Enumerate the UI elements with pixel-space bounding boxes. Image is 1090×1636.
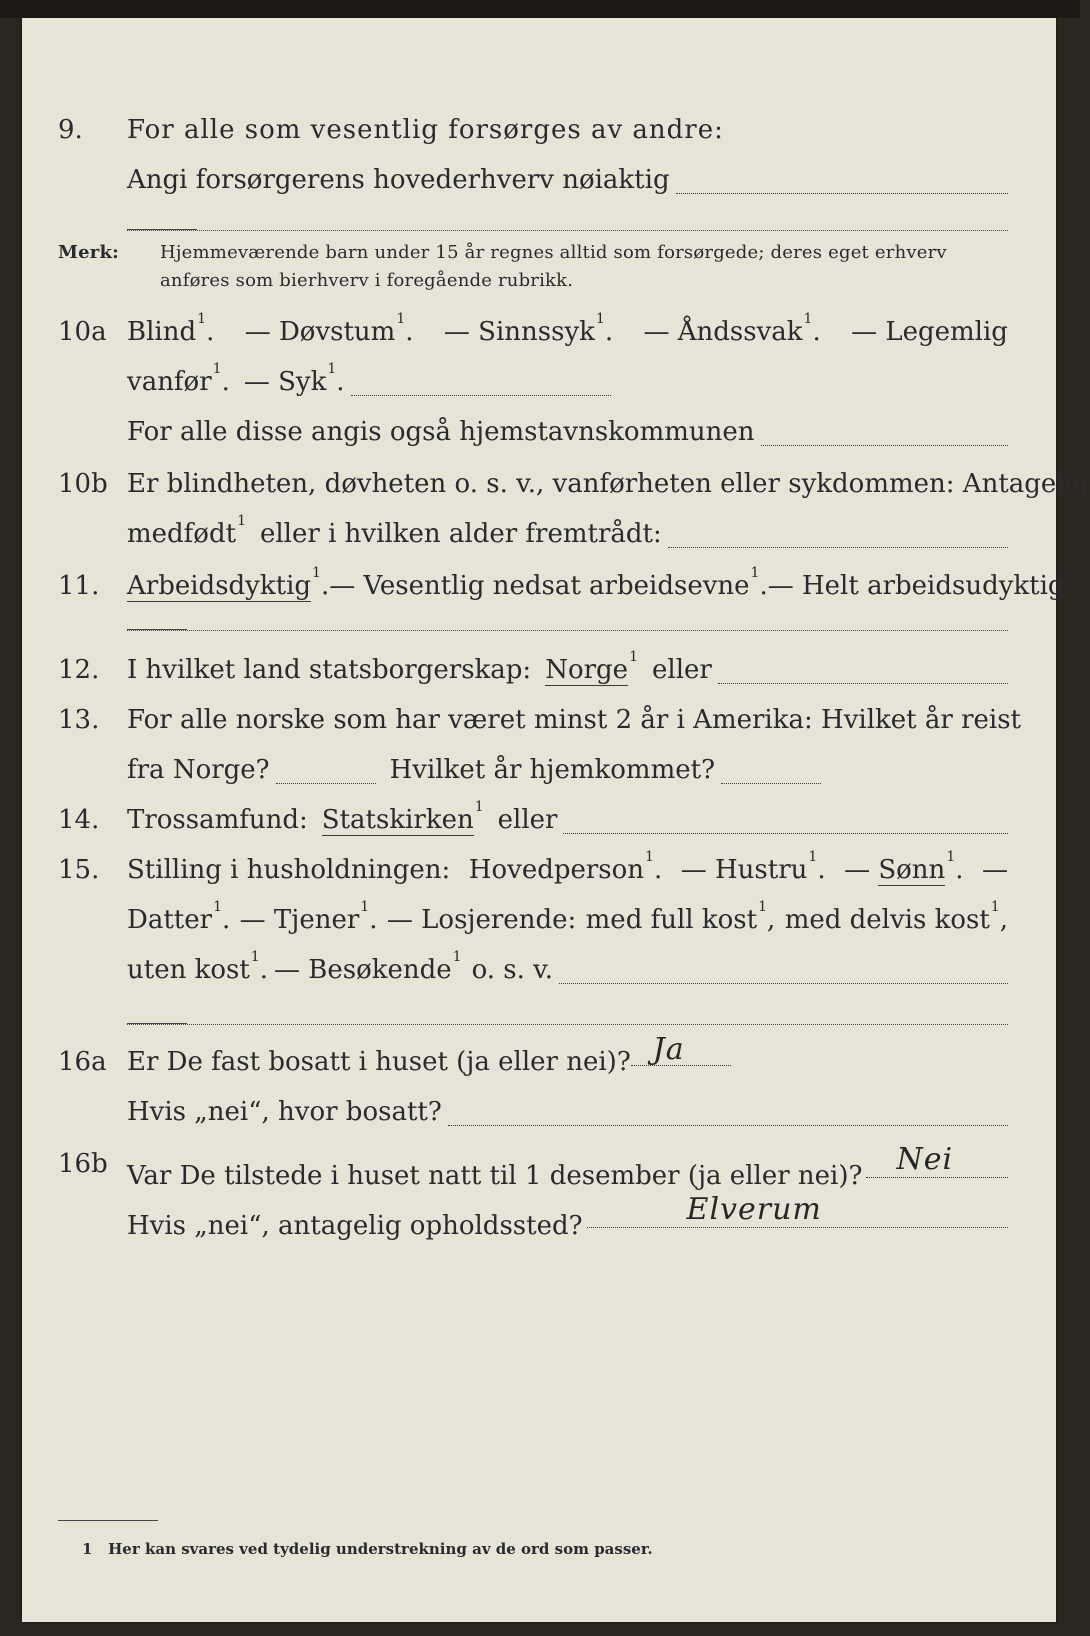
q16a-line2 (22, 1092, 1056, 1132)
option-blind: Blind$^1$. (127, 311, 215, 347)
option-legemlig: — Legemlig (851, 317, 1008, 347)
q10b-age-label: eller i hvilken alder fremtrådt: (259, 519, 662, 549)
q13-return-label: Hvilket år hjemkommet? (389, 755, 716, 785)
q9-line2 (22, 160, 1056, 200)
footnote-ref: 1 (946, 849, 956, 865)
option-vanfor: vanfør$^1$. (127, 361, 230, 397)
q15-extra-line[interactable] (127, 1024, 1008, 1025)
q10b-age-field[interactable] (668, 547, 1008, 548)
footnote-rule (58, 1520, 158, 1521)
option-hustru[interactable]: — Hustru$^1$. (680, 849, 826, 885)
q10a-line1 (22, 312, 1056, 352)
q9-provider-label: Angi forsørgerens hovederhverv nøiaktig (127, 165, 670, 195)
footnote-ref: 1 (197, 311, 207, 327)
q16b-handwritten-place: Elverum (686, 1192, 822, 1227)
footnote-mark: 1 (82, 1540, 93, 1558)
q16b-where-label: Hvis „nei“, antagelig opholdssted? (127, 1211, 583, 1241)
option-losjerende: — Losjerende: (386, 905, 577, 935)
q13-line2 (22, 750, 1056, 790)
q13-number: 13. (58, 705, 100, 735)
q10b-number: 10b (58, 469, 108, 499)
merk-note (22, 240, 1056, 300)
q15-line2 (22, 900, 1056, 940)
option-delvis-kost[interactable]: med delvis kost$^1$, (784, 899, 1008, 935)
q13-return-field[interactable] (721, 783, 821, 784)
footnote-ref: 1 (360, 899, 370, 915)
option-arbeidsdyktig[interactable]: Arbeidsdyktig$^1$. (127, 565, 330, 601)
footnote-ref: 1 (213, 899, 222, 915)
q16a-number: 16a (58, 1047, 107, 1077)
footnote-text: Her kan svares ved tydelig understrekning av de ord som passer. (108, 1540, 653, 1558)
q15-etc: o. s. v. (471, 955, 554, 985)
q15-label: Stilling i husholdningen: (127, 855, 451, 885)
scan-border (0, 0, 1080, 18)
q9-line1 (22, 110, 1056, 150)
q10a-home-field[interactable] (761, 445, 1008, 446)
q10b-text: Er blindheten, døvheten o. s. v., vanførheten eller sykdommen: Antagelig (127, 469, 1090, 499)
footnote-ref: 1 (808, 849, 818, 865)
q16b-number: 16b (58, 1149, 108, 1179)
q12-eller: eller (652, 655, 712, 685)
q11-number: 11. (58, 571, 100, 601)
footnote-ref: 1 (750, 565, 760, 581)
option-dovstum: — Døvstum$^1$. (244, 311, 414, 347)
q9-number: 9. (58, 115, 83, 145)
q15-line1: 15. Stilling i husholdningen: Hovedperson$^1$. — Hustru$^1$. — Sønn$^1$. — (22, 850, 1056, 890)
merk-label: Merk: (58, 242, 119, 263)
q10a-sick-field[interactable] (351, 395, 611, 396)
footnote-ref: 1 (212, 361, 222, 377)
q15-number: 15. (58, 855, 100, 885)
merk-line1: Hjemmeværende barn under 15 år regnes alltid som forsørgede; deres eget erhverv (160, 242, 947, 263)
q16a-label: Er De fast bosatt i huset (ja eller nei)? (127, 1047, 631, 1077)
q16a-where-label: Hvis „nei“, hvor bosatt? (127, 1097, 442, 1127)
q14-number: 14. (58, 805, 100, 835)
q13-left-label: fra Norge? (127, 755, 270, 785)
option-andssvak: — Åndssvak$^1$. (643, 311, 821, 347)
footnote (82, 1540, 653, 1558)
option-medfodt: medfødt$^1$ (127, 513, 246, 549)
q9-rule (127, 229, 197, 230)
census-form-page (22, 18, 1090, 1622)
q14-field[interactable] (563, 833, 1008, 834)
q16a-where-field[interactable] (448, 1125, 1008, 1126)
q11-rule (127, 629, 187, 630)
option-statskirken[interactable]: Statskirken$^1$ (321, 799, 484, 835)
q10b-line1 (22, 464, 1090, 504)
merk-line2: anføres som bierhverv i foregående rubrikk. (160, 270, 574, 291)
q10a-line3 (22, 412, 1056, 452)
q16a-line1 (22, 1032, 1056, 1082)
q16b-label: Var De tilstede i huset natt til 1 desember (ja eller nei)? (127, 1161, 863, 1191)
q12-country-field[interactable] (718, 683, 1008, 684)
option-datter[interactable]: Datter$^1$. (127, 899, 231, 935)
option-sinnssyk: — Sinnssyk$^1$. (443, 311, 614, 347)
q14-eller: eller (497, 805, 558, 835)
footnote-ref: 1 (237, 513, 246, 529)
option-norge[interactable]: Norge$^1$ (545, 649, 638, 685)
q16b-line2 (22, 1192, 1056, 1241)
q9-provider-field[interactable] (676, 193, 1008, 194)
q12-line (22, 650, 1056, 690)
q14-line (22, 800, 1056, 840)
q14-label: Trossamfund: (127, 805, 308, 835)
q12-number: 12. (58, 655, 100, 685)
q9-extra-line[interactable] (127, 230, 1008, 231)
q10a-line2 (22, 362, 1056, 402)
q16b-handwritten-answer: Nei (896, 1142, 954, 1177)
option-tjener[interactable]: — Tjener$^1$. (239, 899, 378, 935)
q12-label: I hvilket land statsborgerskap: (127, 655, 532, 685)
q11-extra-line[interactable] (127, 630, 1008, 631)
option-udyktig[interactable]: — Helt arbeidsudyktig$^1$. (767, 565, 1083, 601)
footnote-ref: 1 (452, 949, 462, 965)
footnote-ref: 1 (645, 849, 654, 865)
footnote-ref: 1 (312, 565, 321, 581)
q13-left-field[interactable] (276, 783, 376, 784)
footnote-ref: 1 (250, 949, 260, 965)
footnote-ref: 1 (803, 311, 813, 327)
footnote-ref: 1 (629, 649, 638, 665)
q10a-home-label: For alle disse angis også hjemstavnskommunen (127, 417, 755, 447)
q9-text: For alle som vesentlig forsørges av andre: (127, 115, 724, 145)
q11-line (22, 565, 1083, 606)
footnote-ref: 1 (327, 361, 337, 377)
q15-line3 (22, 950, 1056, 990)
option-nedsat[interactable]: — Vesentlig nedsat arbeidsevne$^1$. (329, 565, 768, 601)
option-sonn[interactable]: Sønn$^1$. (878, 849, 964, 885)
footnote-ref: 1 (595, 311, 605, 327)
q16b-line1 (22, 1142, 1056, 1191)
q13-text: For alle norske som har været minst 2 år i Amerika: Hvilket år reist (127, 705, 1021, 735)
q10b-line2 (22, 514, 1056, 554)
footnote-ref: 1 (474, 799, 484, 815)
option-uten-kost[interactable]: uten kost$^1$. (127, 949, 268, 985)
q16a-handwritten-answer: Ja (652, 1032, 685, 1067)
option-besokende[interactable]: — Besøkende$^1$ (273, 949, 462, 985)
option-hovedperson[interactable]: Hovedperson$^1$. (468, 849, 663, 885)
q15-rule (127, 1023, 187, 1024)
footnote-ref: 1 (758, 899, 767, 915)
option-syk: — Syk$^1$. (243, 361, 345, 397)
footnote-ref: 1 (1065, 565, 1075, 581)
footnote-ref: 1 (990, 899, 1000, 915)
q13-line1 (22, 700, 1056, 740)
q10a-number: 10a (58, 317, 107, 347)
q15-field[interactable] (559, 983, 1008, 984)
option-full-kost[interactable]: med full kost$^1$, (585, 899, 776, 935)
footnote-ref: 1 (396, 311, 406, 327)
